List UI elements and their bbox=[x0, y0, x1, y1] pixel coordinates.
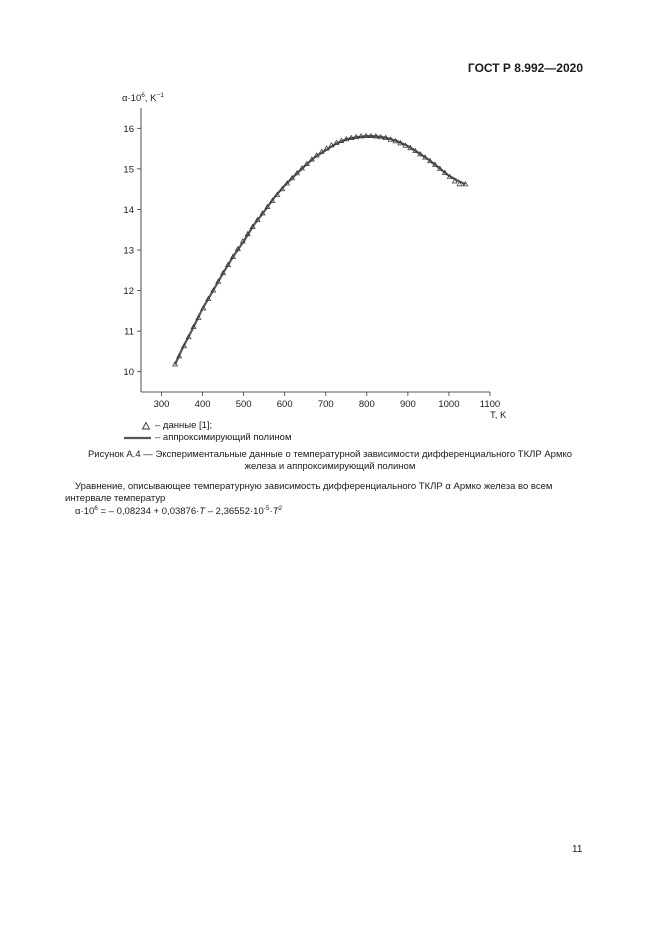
caption-line-2: железа и аппроксимирующий полином bbox=[244, 461, 416, 472]
y-tick-label: 12 bbox=[123, 286, 134, 298]
x-tick-label: 900 bbox=[399, 399, 416, 410]
document-code: ГОСТ Р 8.992—2020 bbox=[467, 61, 583, 75]
legend-item-data bbox=[124, 420, 291, 432]
y-tick-label: 10 bbox=[123, 367, 134, 379]
y-tick-label: 13 bbox=[123, 245, 134, 257]
equation: $\alpha\cdot 10^6$ = – $0,08234 + 0,03876\cdot T - 2,36552\cdot 10^{-5}\cdot T^2$ bbox=[75, 505, 283, 518]
x-tick-label: 600 bbox=[276, 399, 293, 410]
y-tick-label: 14 bbox=[123, 204, 134, 216]
line-sample-icon bbox=[124, 433, 152, 443]
x-tick-label: 800 bbox=[358, 399, 375, 410]
fit-curve-line bbox=[175, 136, 465, 364]
paragraph-line-2: интервале температур bbox=[65, 493, 166, 504]
legend-label-data: – данные [1]; bbox=[155, 420, 213, 431]
chart-markers bbox=[173, 133, 468, 366]
figure-caption bbox=[60, 449, 600, 473]
page-number: 11 bbox=[572, 844, 583, 855]
chart-axes bbox=[141, 108, 490, 392]
caption-line-1: Рисунок А.4 — Экспериментальные данные о температурной зависимости дифференциального ТКЛР Армко bbox=[87, 449, 573, 460]
x-tick-label: 1000 bbox=[438, 399, 460, 410]
x-axis-label: T, K bbox=[490, 410, 507, 421]
y-tick-label: 16 bbox=[123, 123, 134, 135]
chart-ticks bbox=[123, 124, 500, 410]
legend-label-line: – аппроксимирующий полином bbox=[155, 432, 292, 443]
x-tick-label: 700 bbox=[317, 399, 334, 410]
chart-legend bbox=[124, 420, 291, 444]
body-paragraph bbox=[65, 481, 595, 505]
x-tick-label: 300 bbox=[153, 399, 170, 410]
chart-curve bbox=[175, 136, 465, 364]
y-axis-label: $\alpha\cdot 10^6$, $K^{-1}$ bbox=[122, 92, 164, 104]
chart bbox=[0, 0, 661, 440]
y-tick-label: 11 bbox=[124, 326, 134, 338]
x-tick-label: 1100 bbox=[479, 399, 501, 410]
paragraph-line-1: Уравнение, описывающее температурную зависимость дифференциального ТКЛР α Армко железа во всем bbox=[75, 481, 553, 492]
y-tick-label: 15 bbox=[123, 164, 134, 176]
x-tick-label: 500 bbox=[235, 399, 252, 410]
triangle-marker-icon bbox=[124, 421, 152, 431]
x-tick-label: 400 bbox=[194, 399, 211, 410]
legend-item-line bbox=[124, 432, 291, 444]
